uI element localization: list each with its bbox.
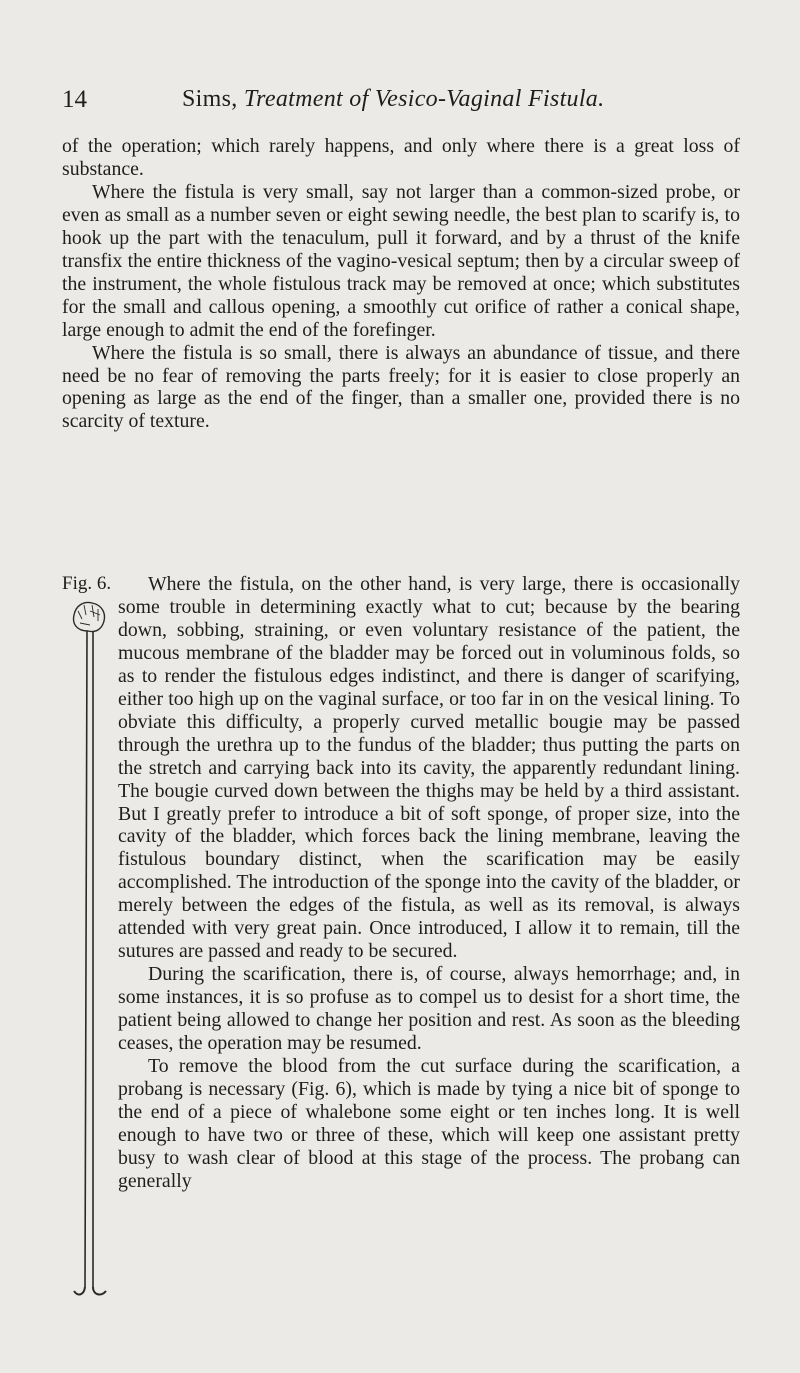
paragraph-hemorrhage: During the scarification, there is, of course, always hemorrhage; and, in some instances, it is so profuse as to compel us to desist for a short time, the patient being allowed to change her position and rest. As soon as the bleeding ceases, the operation may be resumed. (118, 963, 740, 1055)
running-title (182, 86, 604, 113)
paragraph-continuation: of the operation; which rarely happens, and only where there is a great loss of substance. (62, 135, 740, 180)
figure-label: Fig. 6. (62, 573, 112, 594)
running-title-author: Sims, (182, 86, 238, 112)
body-text-lower (118, 573, 740, 1193)
body-text-upper (62, 135, 740, 433)
paragraph-small-fistula: Where the fistula is very small, say not larger than a common-sized probe, or even as small as a number seven or eight sewing needle, the best plan to scarify is, to hook up the part with the tenaculum, pull it forward, and by a thrust of the knife transfix the entire thickness of the vagino-vesical septum; then by a circular sweep of the instrument, the whole fistulous track may be removed at once; which substitutes for the small and callous opening, a smoothly cut orifice of rather a conical shape, large enough to admit the end of the forefinger. (62, 180, 740, 341)
running-title-work: Treatment of Vesico-Vaginal Fistula. (243, 86, 605, 112)
page-header (62, 86, 740, 116)
paragraph-large-fistula: Where the fistula, on the other hand, is very large, there is occasionally some trouble in determining exactly what to cut; because by the bearing down, sobbing, straining, or even voluntary resistance of the patient, the mucous membrane of the bladder may be forced out in voluminous folds, so as to render the fistulous edges indistinct, and there is danger of scarifying, either too high up on the vaginal surface, or too far in on the vesical lining. To obviate this difficulty, a properly curved metallic bougie may be passed through the urethra up to the fundus of the bladder; thus putting the parts on the stretch and carrying back into its cavity, the apparently redundant lining. The bougie curved down between the thighs may be held by a third assistant. But I greatly prefer to introduce a bit of soft sponge, of proper size, into the cavity of the bladder, which forces back the lining membrane, leaving the fistulous boundary distinct, when the scarification may be easily accomplished. The introduction of the sponge into the cavity of the bladder, or merely between the edges of the fistula, as well as its removal, is always attended with very great pain. Once introduced, I allow it to remain, till the sutures are passed and ready to be secured. (118, 573, 740, 963)
page-number: 14 (62, 86, 87, 113)
paragraph-abundance-tissue: Where the fistula is so small, there is always an abundance of tissue, and there need be no fear of removing the parts freely; for it is easier to close properly an opening as large as the end of the finger, than a smaller one, provided there is no scarcity of texture. (62, 341, 740, 433)
paragraph-probang: To remove the blood from the cut surface during the scarification, a probang is necessary (Fig. 6), which is made by tying a nice bit of sponge to the end of a piece of whalebone some eight or ten inches long. It is well enough to have two or three of these, which will keep one assistant pretty busy to wash clear of blood at this stage of the process. The probang can generally (118, 1055, 740, 1192)
probang-illustration-icon (68, 597, 112, 1297)
